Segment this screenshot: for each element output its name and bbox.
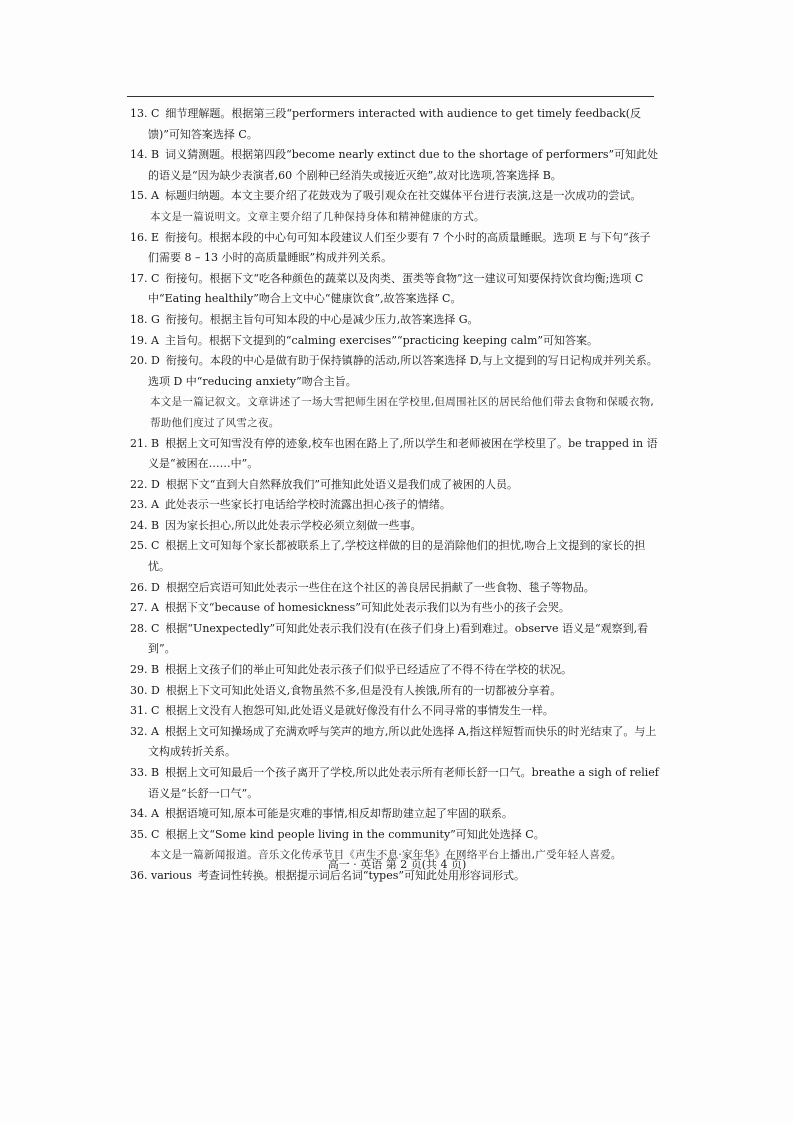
answer-number: 33. B bbox=[130, 766, 160, 779]
answer-explanation: 主旨句。根据下文提到的“calming exercises”“practicing keeping calm”可知答案。 bbox=[164, 333, 598, 347]
answer-number: 22. D bbox=[130, 477, 160, 491]
answer-item bbox=[130, 578, 660, 599]
page-footer: 高一 · 英语 第 2 页(共 4 页) bbox=[327, 858, 467, 871]
answer-number: 24. B bbox=[130, 518, 160, 532]
answer-number: 19. A bbox=[130, 333, 159, 347]
answer-item bbox=[130, 269, 660, 310]
answer-explanation: 根据上文没有人抱怨可知,此处语义是就好像没有什么不同寻常的事情发生一样。 bbox=[165, 704, 554, 718]
answer-explanation: 词义猜测题。根据第四段“become nearly extinct due to the shortage of performers”可知此处的语义是“因为缺少表演者,60 个剧种已经消失或接近灭绝”,故对比选项,答案选择 B。 bbox=[148, 148, 659, 182]
answer-explanation: 根据上文可知最后一个孩子离开了学校,所以此处表示所有老师长舒一口气。breathe a sigh of relief 语义是“长舒一口气”。 bbox=[148, 766, 659, 800]
answer-item bbox=[130, 351, 660, 392]
answer-item bbox=[130, 228, 660, 269]
answer-item bbox=[130, 434, 660, 475]
answer-number: 21. B bbox=[130, 436, 160, 450]
answer-explanation: 根据下文“because of homesickness”可知此处表示我们以为有些小的孩子会哭。 bbox=[164, 601, 570, 615]
answer-item bbox=[130, 516, 660, 537]
answer-number: 36. various bbox=[130, 868, 192, 882]
answer-item bbox=[130, 536, 660, 577]
answer-explanation: 因为家长担心,所以此处表示学校必须立刻做一些事。 bbox=[165, 518, 422, 532]
answer-explanation: 衔接句。本段的中心是做有助于保持镇静的活动,所以答案选择 D,与上文提到的写日记构成并列关系。选项 D 中“reducing anxiety”吻合主旨。 bbox=[148, 354, 658, 388]
answer-explanation: 此处表示一些家长打电话给学校时流露出担心孩子的情绪。 bbox=[164, 498, 451, 512]
answer-item bbox=[130, 145, 660, 186]
passage-summary: 本文是一篇新闻报道。音乐文化传承节目《声生不息·家年华》在网络平台上播出,广受年轻人喜爱。 bbox=[150, 849, 622, 862]
answer-number: 18. G bbox=[130, 312, 160, 326]
answer-explanation: 根据语境可知,原本可能是灾难的事情,相反却帮助建立起了牢固的联系。 bbox=[164, 807, 513, 821]
answer-number: 25. C bbox=[130, 539, 160, 553]
passage-summary: 本文是一篇记叙文。文章讲述了一场大雪把师生困在学校里,但周围社区的居民给他们带去食物和保暖衣物,帮助他们度过了风雪之夜。 bbox=[150, 396, 655, 429]
answer-item bbox=[130, 722, 660, 763]
answer-item bbox=[130, 660, 660, 681]
answer-explanation: 标题归纳题。本文主要介绍了花鼓戏为了吸引观众在社交媒体平台进行表演,这是一次成功的尝试。 bbox=[164, 189, 642, 203]
answer-explanation: 根据上文孩子们的举止可知此处表示孩子们似乎已经适应了不得不待在学校的状况。 bbox=[165, 663, 573, 677]
answer-list bbox=[130, 104, 660, 887]
answer-item bbox=[130, 475, 660, 496]
answer-explanation: 衔接句。根据下文“吃各种颜色的蔬菜以及肉类、蛋类等食物”这一建议可知要保持饮食均衡;选项 C 中“Eating healthily”吻合上文中心“健康饮食”,故答案选择 C。 bbox=[148, 271, 644, 306]
answer-explanation: 根据上下文可知此处语义,食物虽然不多,但是没有人挨饿,所有的一切都被分享着。 bbox=[165, 683, 562, 697]
answer-explanation: 细节理解题。根据第三段“performers interacted with audience to get timely feedback(反馈)”可知答案选择 C。 bbox=[148, 107, 641, 141]
answer-number: 28. C bbox=[130, 621, 160, 635]
answer-number: 34. A bbox=[130, 807, 159, 821]
answer-item bbox=[130, 825, 660, 846]
answer-item bbox=[130, 331, 660, 352]
answer-number: 35. C bbox=[130, 827, 160, 841]
answer-explanation: 根据上文“Some kind people living in the community”可知此处选择 C。 bbox=[165, 827, 545, 841]
answer-explanation: 根据空后宾语可知此处表示一些住在这个社区的善良居民捐献了一些食物、毯子等物品。 bbox=[165, 580, 595, 594]
answer-item bbox=[130, 495, 660, 516]
answer-explanation: 根据上文可知操场成了充满欢呼与笑声的地方,所以此处选择 A,指这样短暂而快乐的时光结束了。与上文构成转折关系。 bbox=[148, 724, 657, 759]
answer-number: 31. C bbox=[130, 704, 160, 718]
answer-number: 17. C bbox=[130, 271, 160, 285]
answer-explanation: 衔接句。根据本段的中心句可知本段建议人们至少要有 7 个小时的高质量睡眠。选项 E 与下句“孩子们需要 8 – 13 小时的高质量睡眠”构成并列关系。 bbox=[148, 230, 651, 265]
passage-summary: 本文是一篇说明文。文章主要介绍了几种保持身体和精神健康的方式。 bbox=[150, 210, 485, 223]
answer-item bbox=[130, 186, 660, 207]
answer-number: 15. A bbox=[130, 189, 159, 203]
answer-item bbox=[130, 619, 660, 660]
answer-item bbox=[130, 804, 660, 825]
answer-explanation: 根据“Unexpectedly”可知此处表示我们没有(在孩子们身上)看到难过。observe 语义是“观察到,看到”。 bbox=[148, 621, 649, 656]
answer-number: 14. B bbox=[130, 148, 160, 162]
answer-item bbox=[130, 763, 660, 804]
answer-number: 29. B bbox=[130, 663, 160, 677]
answer-explanation: 考查词性转换。根据提示词后名词“types”可知此处用形容词形式。 bbox=[197, 868, 525, 882]
answer-number: 20. D bbox=[130, 354, 160, 368]
answer-number: 30. D bbox=[130, 683, 160, 697]
answer-item bbox=[130, 104, 660, 145]
answer-explanation: 根据下文“直到大自然释放我们”可推知此处语义是我们成了被困的人员。 bbox=[165, 477, 519, 491]
answer-number: 26. D bbox=[130, 580, 160, 594]
answer-number: 16. E bbox=[130, 230, 160, 244]
answer-number: 27. A bbox=[130, 601, 159, 615]
answer-item bbox=[130, 310, 660, 331]
answer-number: 32. A bbox=[130, 724, 159, 738]
answer-item bbox=[130, 598, 660, 619]
header-rule bbox=[127, 96, 654, 97]
answer-number: 13. C bbox=[130, 107, 160, 120]
answer-item bbox=[130, 681, 660, 702]
answer-item bbox=[130, 701, 660, 722]
answer-explanation: 衔接句。根据主旨句可知本段的中心是减少压力,故答案选择 G。 bbox=[165, 312, 479, 326]
answer-explanation: 根据上文可知雪没有停的迹象,校车也困在路上了,所以学生和老师被困在学校里了。be trapped in 语义是“被困在……中”。 bbox=[148, 436, 658, 471]
answer-explanation: 根据上文可知每个家长都被联系上了,学校这样做的目的是消除他们的担忧,吻合上文提到的家长的担忧。 bbox=[148, 539, 646, 574]
answer-number: 23. A bbox=[130, 498, 159, 512]
